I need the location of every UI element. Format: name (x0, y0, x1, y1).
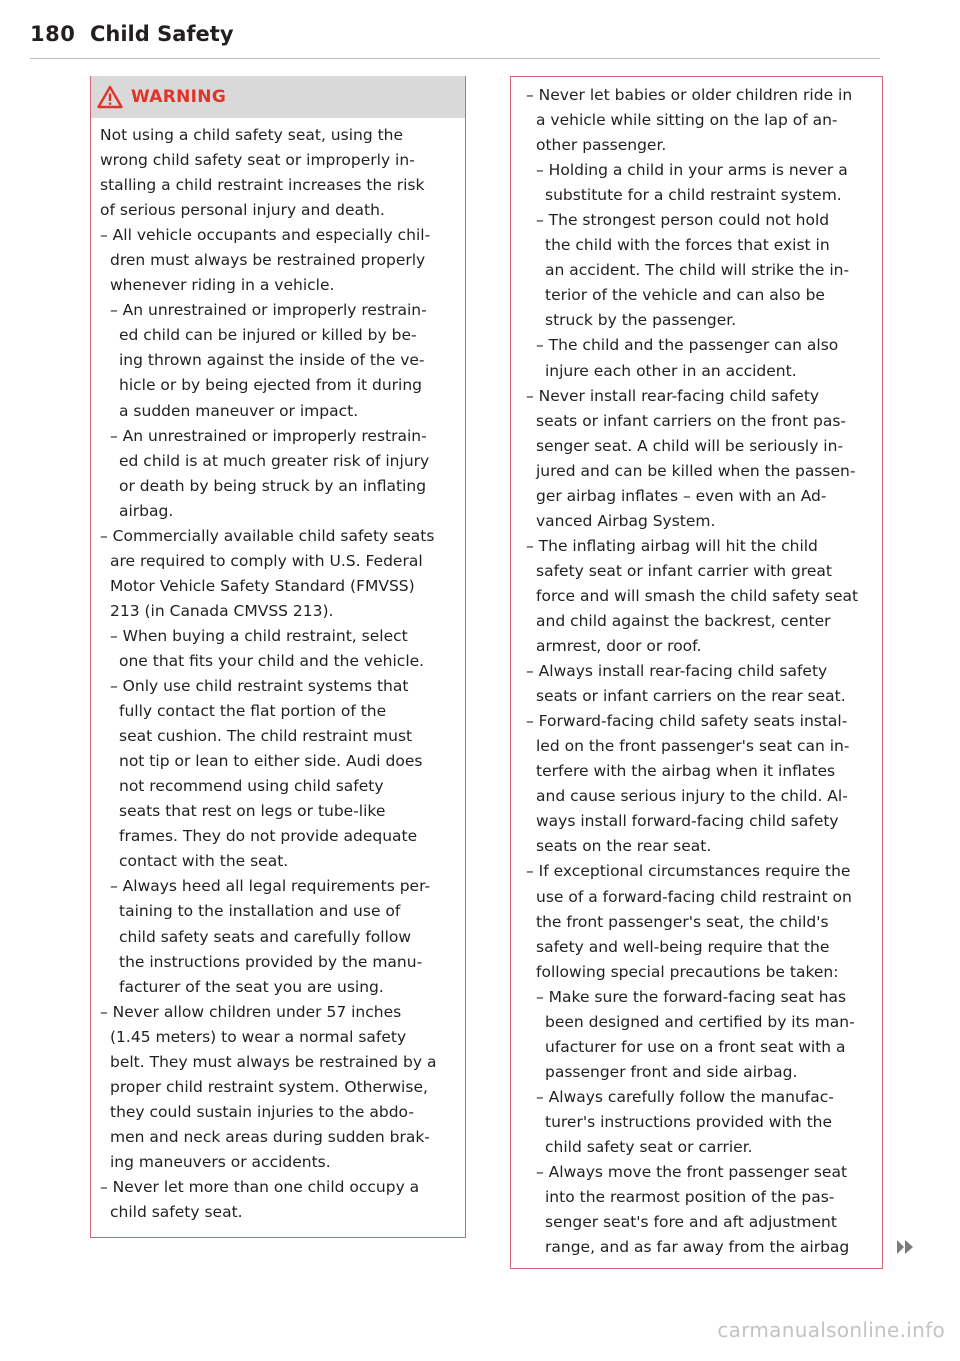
body-text-line: – Holding a child in your arms is never a (536, 161, 848, 180)
body-text-line: vanced Airbag System. (536, 511, 716, 530)
body-text-line: struck by the passenger. (545, 311, 737, 330)
body-text-line: child safety seat or carrier. (545, 1137, 753, 1156)
warning-text-line: Motor Vehicle Safety Standard (FMVSS) (110, 576, 415, 595)
warning-text (91, 118, 465, 1225)
body-text-line: – Never let babies or older children ride in (526, 86, 853, 104)
warning-box (90, 76, 466, 1238)
warning-text-line: airbag. (119, 501, 174, 520)
body-text-line: an accident. The child will strike the in- (545, 261, 850, 280)
warning-text-line: they could sustain injuries to the abdo- (110, 1102, 414, 1121)
body-text-line: force and will smash the child safety seat (536, 586, 859, 605)
body-text-line: and child against the backrest, center (536, 611, 831, 630)
warning-text-line: – When buying a child restraint, select (110, 626, 408, 645)
warning-text-line: frames. They do not provide adequate (119, 827, 418, 846)
body-text-line: turer's instructions provided with the (545, 1112, 833, 1131)
warning-text-line: not tip or lean to either side. Audi does (119, 752, 423, 771)
body-text-line: terfere with the airbag when it inflates (536, 762, 836, 781)
body-text-line: – Forward-facing child safety seats instal- (526, 712, 848, 731)
warning-text-line: the instructions provided by the manu- (119, 952, 423, 971)
warning-text-line: hicle or by being ejected from it during (119, 376, 423, 395)
continue-arrow-icon (897, 1240, 915, 1254)
warning-triangle-icon (97, 85, 123, 109)
page-header (30, 22, 880, 59)
warning-text-line: men and neck areas during sudden brak- (110, 1127, 430, 1146)
warning-text-line: 213 (in Canada CMVSS 213). (110, 601, 334, 620)
body-text-line: – The strongest person could not hold (536, 211, 830, 230)
warning-text-line: ed child is at much greater risk of injury (119, 451, 430, 470)
body-text-line: jured and can be killed when the passen- (536, 461, 856, 480)
body-text-line: and cause serious injury to the child. Al- (536, 787, 848, 806)
warning-text-line: seats that rest on legs or tube-like (119, 802, 386, 821)
warning-text-line: belt. They must always be restrained by a (110, 1052, 437, 1071)
warning-text-line: ed child can be injured or killed by be- (119, 326, 417, 345)
warning-header (91, 76, 465, 118)
body-text-line: range, and as far away from the airbag (545, 1238, 850, 1257)
section-title: Child Safety (90, 22, 234, 46)
body-text-line: – Always carefully follow the manufac- (536, 1087, 834, 1106)
body-text-line: – Always install rear-facing child safety (526, 662, 828, 681)
warning-text-line: – An unrestrained or improperly restrain- (110, 426, 427, 445)
warning-text-line: whenever riding in a vehicle. (110, 276, 335, 295)
body-text-line: other passenger. (536, 136, 667, 155)
warning-text-line: Not using a child safety seat, using the (100, 126, 404, 144)
warning-text-line: are required to comply with U.S. Federal (110, 551, 423, 570)
body-text-line: seats on the rear seat. (536, 837, 712, 856)
warning-text-line: dren must always be restrained properly (110, 251, 426, 270)
body-text-line: the front passenger's seat, the child's (536, 912, 829, 931)
body-text-line: led on the front passenger's seat can in- (536, 737, 850, 756)
body-text-line: safety seat or infant carrier with great (536, 561, 832, 580)
warning-text-line: child safety seat. (110, 1203, 243, 1222)
body-text-line: – Always move the front passenger seat (536, 1163, 848, 1182)
warning-text-line: or death by being struck by an inflating (119, 476, 427, 495)
warning-continued-box (510, 76, 883, 1269)
body-text-line: ger airbag inflates – even with an Ad- (536, 486, 827, 505)
body-text-line: passenger front and side airbag. (545, 1062, 798, 1081)
warning-text-line: a sudden maneuver or impact. (119, 401, 359, 420)
body-text-line: injure each other in an accident. (545, 361, 797, 380)
body-text-line: – The inflating airbag will hit the child (526, 536, 818, 555)
body-text-line: senger seat's fore and aft adjustment (545, 1213, 837, 1232)
warning-text-line: child safety seats and carefully follow (119, 927, 412, 946)
warning-text-line: ing thrown against the inside of the ve- (119, 351, 425, 370)
warning-text-line: – Only use child restraint systems that (110, 677, 409, 696)
warning-text-line: – Never let more than one child occupy a (100, 1177, 420, 1196)
warning-text-line: proper child restraint system. Otherwise, (110, 1077, 428, 1096)
warning-text-line: not recommend using child safety (119, 777, 384, 796)
body-text-line: – Make sure the forward-facing seat has (536, 987, 847, 1006)
body-text-line: terior of the vehicle and can also be (545, 286, 825, 305)
page-number: 180 (30, 22, 76, 46)
warning-continued-text (511, 83, 882, 1260)
warning-text-line: of serious personal injury and death. (100, 201, 385, 220)
warning-text-line: seat cushion. The child restraint must (119, 727, 413, 746)
watermark: carmanualsonline.info (717, 1318, 945, 1342)
body-text-line: – Never install rear-facing child safety (526, 386, 820, 405)
body-text-line: senger seat. A child will be seriously in- (536, 436, 844, 455)
body-text-line: – If exceptional circumstances require the (526, 862, 851, 881)
body-text-line: seats or infant carriers on the rear seat. (536, 687, 846, 706)
warning-text-line: – Always heed all legal requirements per- (110, 877, 431, 896)
body-text-line: armrest, door or roof. (536, 637, 702, 656)
body-text-line: into the rearmost position of the pas- (545, 1188, 835, 1207)
warning-title: WARNING (131, 87, 227, 107)
warning-text-line: – Commercially available child safety seats (100, 526, 435, 545)
body-text-line: been designed and certified by its man- (545, 1012, 855, 1031)
warning-text-line: wrong child safety seat or improperly in- (100, 151, 415, 170)
body-text-line: the child with the forces that exist in (545, 236, 830, 255)
body-text-line: use of a forward-facing child restraint on (536, 887, 852, 906)
warning-text-line: facturer of the seat you are using. (119, 977, 384, 996)
body-text-line: following special precautions be taken: (536, 962, 839, 981)
body-text-line: ways install forward-facing child safety (536, 812, 839, 831)
warning-text-line: fully contact the flat portion of the (119, 702, 387, 721)
warning-text-line: one that fits your child and the vehicle. (119, 651, 425, 670)
warning-text-line: taining to the installation and use of (119, 902, 401, 921)
body-text-line: seats or infant carriers on the front pas- (536, 411, 846, 430)
body-text-line: safety and well-being require that the (536, 937, 830, 956)
warning-text-line: stalling a child restraint increases the risk (100, 176, 425, 195)
body-text-line: ufacturer for use on a front seat with a (545, 1037, 846, 1056)
warning-text-line: – All vehicle occupants and especially chil- (100, 226, 431, 245)
body-text-line: a vehicle while sitting on the lap of an- (536, 111, 838, 130)
warning-text-line: (1.45 meters) to wear a normal safety (110, 1027, 407, 1046)
body-text-line: – The child and the passenger can also (536, 336, 839, 355)
warning-text-line: ing maneuvers or accidents. (110, 1152, 331, 1171)
warning-text-line: – An unrestrained or improperly restrain- (110, 301, 427, 320)
warning-text-line: – Never allow children under 57 inches (100, 1002, 402, 1021)
warning-text-line: contact with the seat. (119, 852, 289, 871)
body-text-line: substitute for a child restraint system. (545, 186, 842, 205)
